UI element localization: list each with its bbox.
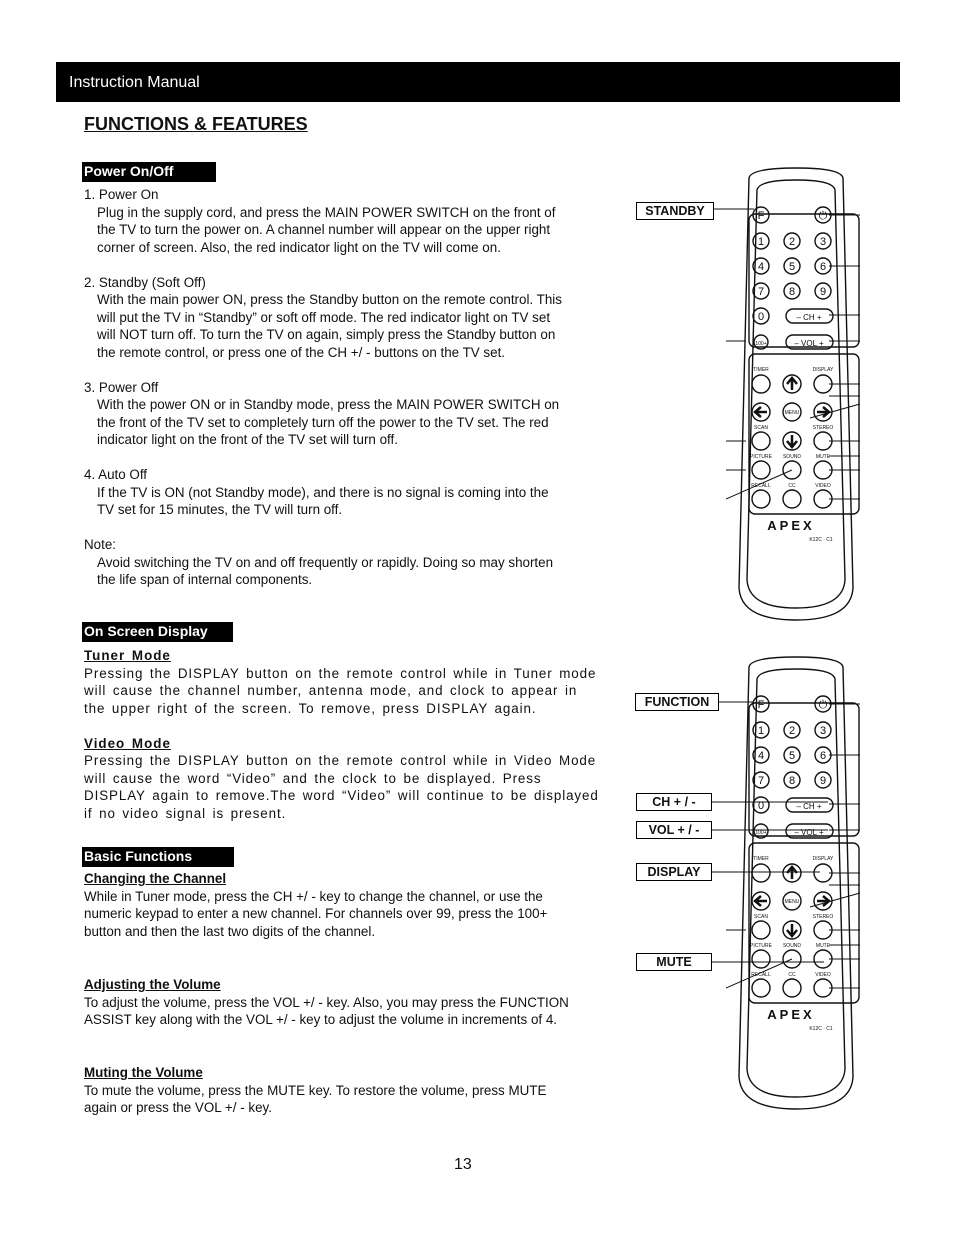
section-heading-basic: Basic Functions	[82, 847, 234, 867]
channel-line: While in Tuner mode, press the CH +/ - key to change the channel, or use the	[84, 888, 543, 904]
power-item-title: 3. Power Off	[84, 379, 159, 395]
callout-function: FUNCTION	[635, 693, 719, 711]
callout-ch: CH + / -	[636, 793, 712, 811]
basic-mute-text	[84, 1064, 614, 1117]
video-line: will cause the word “Video” and the clock to be displayed. Press	[84, 770, 542, 786]
volume-line: To adjust the volume, press the VOL +/ - key. Also, you may press the FUNCTION	[84, 994, 569, 1010]
video-line: if no video signal is present.	[84, 805, 287, 821]
power-line: With the power ON or in Standby mode, press the MAIN POWER SWITCH on	[97, 397, 560, 412]
volume-title: Adjusting the Volume	[84, 977, 221, 992]
power-line: will put the TV in “Standby” or soft off mode. The red indicator light on TV set	[97, 309, 551, 325]
power-line: the front of the TV set to completely turn off the power to the TV set. The red	[97, 414, 549, 430]
channel-line: button and then the last two digits of the channel.	[84, 923, 376, 939]
power-line: indicator light on the front of the TV set will turn off.	[97, 432, 398, 447]
callout-standby: STANDBY	[636, 202, 714, 220]
header-bar	[56, 62, 900, 102]
power-line: corner of screen. Also, the red indicator light on the TV will come on.	[97, 239, 501, 255]
callout-vol: VOL + / -	[636, 821, 712, 839]
video-line: Pressing the DISPLAY button on the remote control while in Video Mode	[84, 753, 597, 768]
tuner-line: Pressing the DISPLAY button on the remote control while in Tuner mode	[84, 665, 597, 681]
volume-line: ASSIST key along with the VOL +/ - key to adjust the volume in increments of 4.	[84, 1012, 558, 1027]
power-line: TV set for 15 minutes, the TV will turn off.	[97, 502, 343, 517]
video-mode-title: Video Mode	[84, 735, 171, 751]
power-line: If the TV is ON (not Standby mode), and there is no signal is coming into the	[97, 484, 549, 500]
header-title: Instruction Manual	[69, 74, 200, 91]
mute-line: To mute the volume, press the MUTE key. To restore the volume, press MUTE	[84, 1082, 547, 1098]
callout-line-standby	[714, 206, 754, 212]
tuner-mode-title: Tuner Mode	[84, 648, 171, 663]
remote-illustration-1	[726, 166, 866, 622]
power-item-title: 4. Auto Off	[84, 467, 148, 482]
channel-title: Changing the Channel	[84, 871, 227, 886]
power-text	[84, 186, 614, 589]
section-heading-osd: On Screen Display	[82, 622, 233, 642]
power-line: will NOT turn off. To turn the TV on again, simply press the Standby button on	[97, 327, 556, 342]
mute-title: Muting the Volume	[84, 1065, 203, 1080]
basic-channel-text	[84, 870, 614, 940]
tuner-line: will cause the channel number, antenna mode, and clock to appear in	[84, 683, 578, 698]
osd-text	[84, 647, 614, 822]
note-title: Note:	[84, 537, 117, 552]
page-number: 13	[454, 1156, 472, 1173]
power-item-title: 1. Power On	[84, 187, 159, 202]
page-title: FUNCTIONS & FEATURES	[84, 114, 308, 134]
power-line: Plug in the supply cord, and press the MAIN POWER SWITCH on the front of	[97, 204, 556, 220]
power-item-title: 2. Standby (Soft Off)	[84, 274, 206, 290]
mute-line: again or press the VOL +/ - key.	[84, 1100, 272, 1115]
callout-mute: MUTE	[636, 953, 712, 971]
note-line: Avoid switching the TV on and off frequently or rapidly. Doing so may shorten	[97, 554, 554, 570]
tuner-line: the upper right of the screen. To remove, press DISPLAY again.	[84, 700, 537, 716]
power-line: the remote control, or press one of the CH +/ - buttons on the TV set.	[97, 344, 506, 360]
callout-lines-remote-2	[712, 690, 832, 975]
section-heading-power: Power On/Off	[82, 162, 216, 182]
basic-volume-text	[84, 976, 614, 1029]
callout-display: DISPLAY	[636, 863, 712, 881]
video-line: DISPLAY again to remove.The word “Video” will continue to be displayed	[84, 788, 599, 803]
channel-line: numeric keypad to enter a new channel. For channels over 99, press the 100+	[84, 906, 548, 921]
power-line: With the main power ON, press the Standby button on the remote control. This	[97, 292, 562, 307]
power-line: the TV to turn the power on. A channel number will appear on the upper right	[97, 222, 551, 237]
note-line: the life span of internal components.	[97, 572, 313, 587]
